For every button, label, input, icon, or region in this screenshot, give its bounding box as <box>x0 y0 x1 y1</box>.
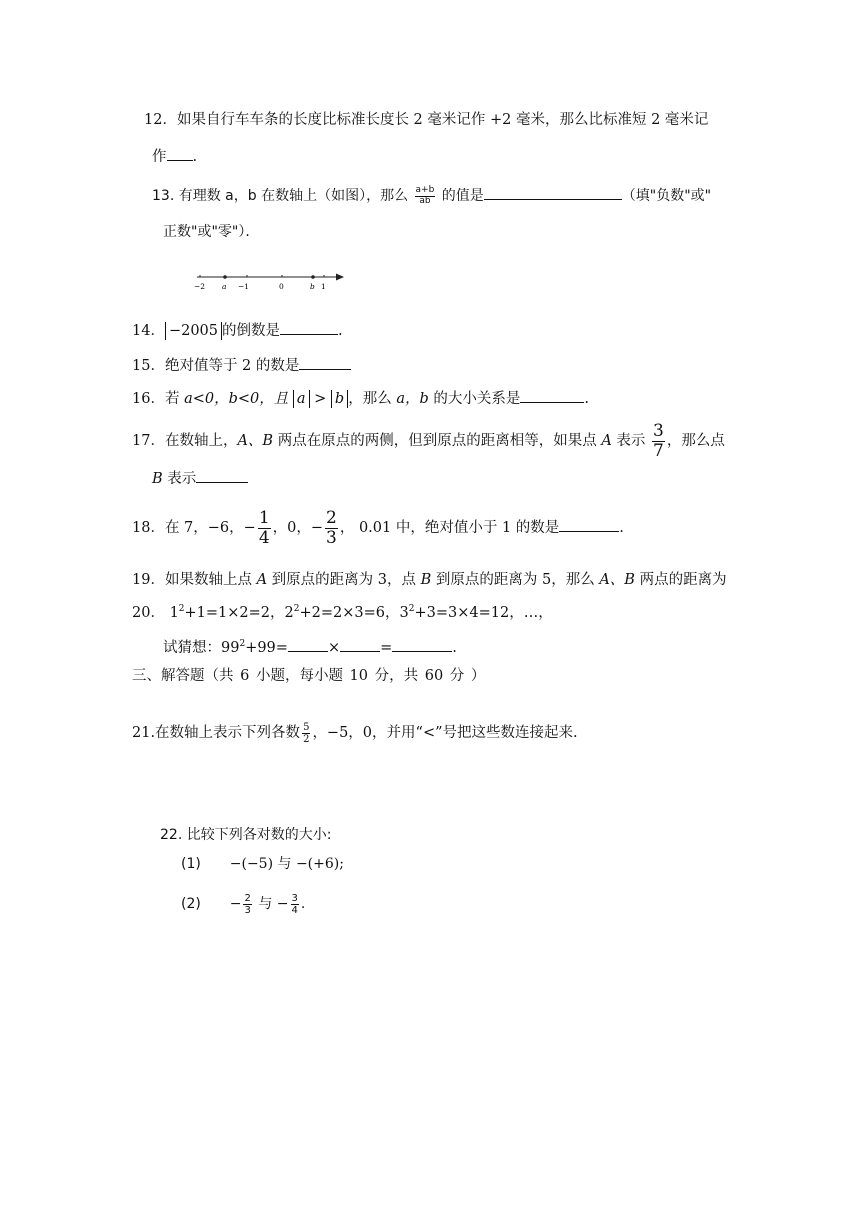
q20-equals: = <box>380 640 393 656</box>
q18-fraction-2 <box>325 509 338 547</box>
q22-fraction-1 <box>243 893 251 916</box>
q13-fraction <box>415 186 436 207</box>
q17-prefix: 17．在数轴上， <box>132 433 238 450</box>
q20-guess-prefix: 试猜想：99 <box>163 640 240 656</box>
section-3-title: 三、解答题（共 6 小题，每小题 10 分，共 60 分 ） <box>132 668 486 684</box>
q18-f2-den: 3 <box>326 527 337 548</box>
q18-fraction-1 <box>258 509 271 547</box>
q17-frac-den: 7 <box>653 440 664 461</box>
answer-blank[interactable] <box>196 468 248 483</box>
q17-ab: A、B <box>237 433 274 450</box>
answer-blank[interactable] <box>484 185 622 200</box>
q15-text: 15．绝对值等于 2 的数是 <box>132 358 300 374</box>
q13-suffix: （填"负数"或" <box>621 188 712 204</box>
q22-f2-den: 4 <box>291 904 298 916</box>
q16-cond1: a<0， <box>184 391 229 407</box>
answer-blank[interactable] <box>520 388 584 403</box>
question-22-title: 22. 比较下列各对数的大小: <box>160 827 332 843</box>
q20-p3-base: 3 <box>399 605 409 621</box>
q22-f2-num: 3 <box>291 892 298 904</box>
q17-end: ，那么点 <box>666 433 725 450</box>
answer-blank[interactable] <box>299 355 351 370</box>
q20-p1-exp: 2 <box>178 604 185 614</box>
q22-item2-end: . <box>300 896 306 912</box>
q12-end: . <box>192 149 198 165</box>
q18-f2-num: 2 <box>326 507 337 528</box>
q22-item2-mid: 与 − <box>258 896 289 912</box>
q17-show: 表示 <box>616 433 646 450</box>
q17-a: A <box>601 433 612 450</box>
q21-frac-den: 2 <box>303 733 310 745</box>
q20-p3-exp: 2 <box>408 604 415 614</box>
point-b <box>311 275 315 279</box>
q18-prefix: 18．在 7，−6，− <box>132 520 256 536</box>
q14-text: 的倒数是 <box>222 323 281 339</box>
q19-text2: 到原点的距离为 3，点 <box>271 572 416 588</box>
q17-fraction <box>652 422 665 460</box>
q17-mid: 两点在原点的两侧，但到原点的距离相等，如果点 <box>277 433 597 450</box>
number-line-arrow <box>336 274 344 281</box>
question-12-line1: 12．如果自行车车条的长度比标准长度长 2 毫米记作 +2 毫米，那么比标准短 2 毫米记 <box>144 112 709 128</box>
q13-frac-den: ab <box>419 195 431 206</box>
tick-label: 0 <box>279 282 284 291</box>
q14-end: . <box>338 323 343 339</box>
q19-text4: 两点的距离为 <box>639 572 727 588</box>
q20-p1-base: 1 <box>169 605 179 621</box>
q18-mid: ，0，− <box>272 520 324 536</box>
q19-b: B <box>420 572 432 588</box>
question-15 <box>132 355 351 376</box>
q20-p1-rest: +1=1×2=2， <box>184 605 285 621</box>
q18-f1-den: 4 <box>258 527 270 548</box>
q22-item2-minus: − <box>229 896 242 912</box>
question-21 <box>132 719 578 747</box>
answer-blank[interactable] <box>559 517 619 532</box>
q16-abs-b: b <box>331 390 348 408</box>
answer-blank[interactable] <box>167 146 193 161</box>
tick-label: b <box>310 282 315 291</box>
q21-rest: ，−5，0，并用“<”号把这些数连接起来. <box>312 725 578 741</box>
question-13-line2: 正数"或"零"）． <box>163 224 260 240</box>
question-14 <box>132 320 343 341</box>
q16-then: ，那么 <box>348 391 392 407</box>
q22-item1-num: (1) <box>181 856 201 872</box>
q22-f1-den: 3 <box>244 904 251 916</box>
q14-abs: −2005 <box>165 322 222 340</box>
q20-times: × <box>327 640 341 656</box>
point-a <box>223 275 227 279</box>
q16-end: . <box>584 391 589 407</box>
question-17-line1 <box>132 422 725 460</box>
question-18 <box>132 508 624 548</box>
q16-num: 16．若 <box>132 391 180 407</box>
tick-label: 1 <box>321 282 326 291</box>
answer-blank[interactable] <box>288 637 328 652</box>
question-20-line2 <box>163 637 457 658</box>
q22-f1-num: 2 <box>244 892 251 904</box>
q19-text3: 到原点的距离为 5，那么 <box>435 572 595 588</box>
q19-ab: A、B <box>599 572 635 588</box>
q17-frac-num: 3 <box>653 421 664 441</box>
q16-rest: 的大小关系是 <box>433 391 521 407</box>
q19-a: A <box>256 572 268 588</box>
question-17-line2 <box>152 468 248 489</box>
question-22-item-2 <box>181 889 305 919</box>
q22-item1-expr: −(−5) 与 −(+6); <box>229 856 344 872</box>
q20-guess-exp: 2 <box>239 639 246 649</box>
number-line-figure <box>190 270 350 296</box>
q13-frac-num: a+b <box>415 184 435 195</box>
tick-label: −2 <box>194 282 206 291</box>
question-20-line1 <box>132 603 553 623</box>
q16-gt: > <box>314 391 327 407</box>
q20-guess-mid: +99= <box>245 640 288 656</box>
q21-fraction <box>302 722 310 745</box>
q20-end: . <box>452 640 457 656</box>
q20-p2-rest: +2=2×3=6， <box>299 605 400 621</box>
answer-blank[interactable] <box>392 637 452 652</box>
tick-label: a <box>222 282 227 291</box>
q17-line2: 表示 <box>167 471 197 487</box>
q16-ab: a，b <box>396 391 429 407</box>
q16-abs-a: a <box>293 390 310 408</box>
q19-text1: 19．如果数轴上点 <box>132 572 252 588</box>
q22-item2-num: (2) <box>181 896 201 912</box>
q13-middle: 的值是 <box>441 188 484 204</box>
q18-end: . <box>619 520 624 536</box>
q13-prefix: 13. 有理数 a，b 在数轴上（如图），那么 <box>152 188 409 204</box>
q20-p3-rest: +3=3×4=12，…， <box>414 605 553 621</box>
q14-num: 14． <box>132 323 165 339</box>
question-22-item-1 <box>181 854 344 874</box>
q16-cond2: b<0，且 <box>228 391 289 407</box>
question-16 <box>132 388 589 409</box>
answer-blank[interactable] <box>280 320 338 335</box>
tick-label: −1 <box>238 282 250 291</box>
question-12-line2 <box>152 146 197 167</box>
q21-prefix: 21.在数轴上表示下列各数 <box>132 725 301 741</box>
q18-f1-num: 1 <box>258 507 270 528</box>
question-19 <box>132 570 730 590</box>
q12-prefix: 作 <box>152 149 167 165</box>
answer-blank[interactable] <box>340 637 380 652</box>
q17-b: B <box>152 471 163 487</box>
q20-p2-base: 2 <box>284 605 294 621</box>
q20-p2-exp: 2 <box>293 604 300 614</box>
q21-frac-num: 5 <box>303 721 310 733</box>
q20-num: 20． <box>132 605 165 621</box>
question-13-line1 <box>152 184 711 208</box>
q22-fraction-2 <box>291 893 299 916</box>
q18-rest: ， 0.01 中，绝对值小于 1 的数是 <box>339 520 560 536</box>
